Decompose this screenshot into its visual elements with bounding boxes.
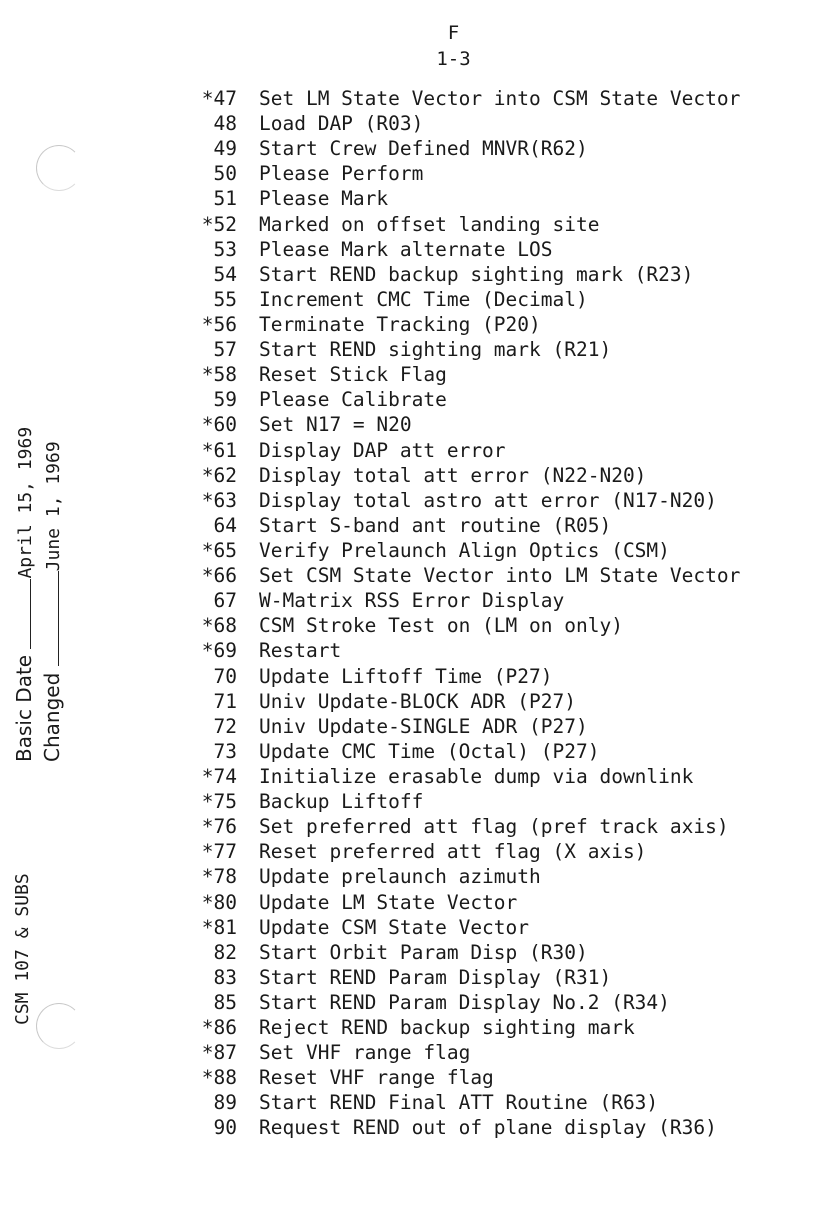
verb-number: 59 <box>213 388 237 412</box>
verb-description: Terminate Tracking (P20) <box>259 312 541 336</box>
list-item <box>190 990 740 1015</box>
verb-description: Univ Update-SINGLE ADR (P27) <box>259 714 588 738</box>
verb-number: 53 <box>213 237 237 261</box>
verb-description: CSM Stroke Test on (LM on only) <box>259 614 623 638</box>
verb-number: *47 <box>201 87 237 110</box>
list-item <box>190 940 740 965</box>
list-item <box>190 387 740 412</box>
verb-number: *87 <box>201 1041 237 1065</box>
list-item <box>190 864 740 889</box>
verb-number: 70 <box>213 664 237 688</box>
verb-description: Load DAP (R03) <box>259 112 424 136</box>
section-letter: F <box>447 22 460 44</box>
verb-number: 73 <box>213 739 237 763</box>
document-id: CSM 107 & SUBS <box>12 873 33 1025</box>
verb-description: Initialize erasable dump via downlink <box>259 764 694 788</box>
basic-date-value: April 15, 1969 <box>15 426 36 579</box>
verb-description: Update LM State Vector <box>259 890 518 914</box>
list-item <box>190 111 740 136</box>
verb-number: 64 <box>213 513 237 537</box>
list-item <box>190 563 740 588</box>
verb-description: Start Crew Defined MNVR(R62) <box>259 137 588 161</box>
list-item <box>190 764 740 789</box>
list-item <box>190 312 740 337</box>
list-item <box>190 664 740 689</box>
list-item <box>190 412 740 437</box>
list-item <box>190 1065 740 1090</box>
verb-number: *81 <box>201 915 237 939</box>
changed-date-value: June 1, 1969 <box>43 441 64 572</box>
verb-number: *62 <box>201 463 237 487</box>
verb-number: *86 <box>201 1016 237 1040</box>
verb-description: Display total astro att error (N17-N20) <box>259 488 717 512</box>
list-item <box>190 488 740 513</box>
verb-number: *69 <box>201 639 237 663</box>
verb-description: W-Matrix RSS Error Display <box>259 589 565 613</box>
list-item <box>190 714 740 739</box>
list-item <box>190 513 740 538</box>
verb-number: 90 <box>213 1116 237 1140</box>
verb-number: 82 <box>213 940 237 964</box>
list-item <box>190 638 740 663</box>
verb-number: 71 <box>213 689 237 713</box>
list-item <box>190 186 740 211</box>
basic-date-line <box>12 427 36 762</box>
list-item <box>190 538 740 563</box>
list-item <box>190 287 740 312</box>
list-item <box>190 739 740 764</box>
list-item <box>190 588 740 613</box>
verb-description: Univ Update-BLOCK ADR (P27) <box>259 689 576 713</box>
verb-number: *60 <box>201 413 237 437</box>
verb-description: Restart <box>259 639 342 663</box>
verb-number: *56 <box>201 312 237 336</box>
verb-number: 50 <box>213 162 237 186</box>
verb-description: Start Orbit Param Disp (R30) <box>259 940 588 964</box>
verb-description: Update CSM State Vector <box>259 915 530 939</box>
verb-description: Display total att error (N22-N20) <box>259 463 647 487</box>
list-item <box>190 1090 740 1115</box>
list-item <box>190 1040 740 1065</box>
verb-description: Request REND out of plane display (R36) <box>259 1116 717 1140</box>
basic-date-label: Basic Date <box>12 654 36 762</box>
verb-description: Update prelaunch azimuth <box>259 865 541 889</box>
verb-number: *52 <box>201 212 237 236</box>
verb-description: Increment CMC Time (Decimal) <box>259 287 588 311</box>
verb-description: Please Mark <box>259 187 389 211</box>
verb-number: *74 <box>201 764 237 788</box>
list-item <box>190 839 740 864</box>
verb-description: Please Calibrate <box>259 388 447 412</box>
verb-number: *77 <box>201 840 237 864</box>
verb-number: *58 <box>201 363 237 387</box>
list-item <box>190 161 740 186</box>
verb-number: *61 <box>201 438 237 462</box>
verb-number: 57 <box>213 338 237 362</box>
verb-description: Reject REND backup sighting mark <box>259 1016 635 1040</box>
punch-hole-lower <box>36 1003 82 1049</box>
verb-description: Set preferred att flag (pref track axis) <box>259 815 729 839</box>
verb-description: Set N17 = N20 <box>259 413 412 437</box>
list-item <box>190 136 740 161</box>
verb-description: Start REND Final ATT Routine (R63) <box>259 1091 659 1115</box>
verb-description: Start REND Param Display (R31) <box>259 965 612 989</box>
list-item <box>190 1015 740 1040</box>
verb-number: 55 <box>213 287 237 311</box>
list-item <box>190 613 740 638</box>
verb-description: Marked on offset landing site <box>259 212 600 236</box>
verb-description: Reset VHF range flag <box>259 1066 494 1090</box>
verb-description: Start S-band ant routine (R05) <box>259 513 612 537</box>
verb-description: Set LM State Vector into CSM State Vector <box>259 87 741 110</box>
verb-number: 51 <box>213 187 237 211</box>
verb-description: Display DAP att error <box>259 438 506 462</box>
verb-description: Backup Liftoff <box>259 790 424 814</box>
verb-number: *63 <box>201 488 237 512</box>
verb-description: Please Mark alternate LOS <box>259 237 553 261</box>
verb-number: 72 <box>213 714 237 738</box>
list-item <box>190 438 740 463</box>
changed-date-line <box>40 441 64 762</box>
verb-description: Set VHF range flag <box>259 1041 471 1065</box>
verb-number: *75 <box>201 790 237 814</box>
verb-number: *78 <box>201 865 237 889</box>
verb-description: Reset preferred att flag (X axis) <box>259 840 647 864</box>
verb-description: Reset Stick Flag <box>259 363 447 387</box>
list-item <box>190 814 740 839</box>
list-item <box>190 915 740 940</box>
verb-description: Start REND backup sighting mark (R23) <box>259 262 694 286</box>
list-item <box>190 965 740 990</box>
page-number: 1-3 <box>436 48 471 70</box>
verb-number: *80 <box>201 890 237 914</box>
verb-number: *88 <box>201 1066 237 1090</box>
verb-list <box>190 86 740 1141</box>
verb-number: *76 <box>201 815 237 839</box>
verb-number: 89 <box>213 1091 237 1115</box>
verb-description: Start REND sighting mark (R21) <box>259 338 612 362</box>
list-item <box>190 1115 740 1140</box>
list-item <box>190 689 740 714</box>
verb-number: 49 <box>213 137 237 161</box>
punch-hole-upper <box>36 145 82 191</box>
verb-description: Please Perform <box>259 162 424 186</box>
verb-description: Update Liftoff Time (P27) <box>259 664 553 688</box>
verb-number: 48 <box>213 112 237 136</box>
verb-number: 54 <box>213 262 237 286</box>
verb-number: 83 <box>213 965 237 989</box>
changed-label: Changed <box>40 672 64 762</box>
verb-description: Start REND Param Display No.2 (R34) <box>259 990 670 1014</box>
list-item <box>190 789 740 814</box>
list-item <box>190 212 740 237</box>
list-item <box>190 237 740 262</box>
verb-number: *66 <box>201 564 237 588</box>
list-item <box>190 262 740 287</box>
verb-number: *68 <box>201 614 237 638</box>
list-item <box>190 463 740 488</box>
verb-number: 85 <box>213 990 237 1014</box>
verb-number: *65 <box>201 538 237 562</box>
verb-number: 67 <box>213 589 237 613</box>
list-item <box>190 337 740 362</box>
list-item <box>190 362 740 387</box>
list-item <box>190 890 740 915</box>
basic-date-rule <box>30 579 31 649</box>
verb-description: Verify Prelaunch Align Optics (CSM) <box>259 538 670 562</box>
verb-description: Set CSM State Vector into LM State Vector <box>259 564 741 588</box>
list-item <box>190 86 740 111</box>
verb-description: Update CMC Time (Octal) (P27) <box>259 739 600 763</box>
changed-date-rule <box>58 571 59 666</box>
